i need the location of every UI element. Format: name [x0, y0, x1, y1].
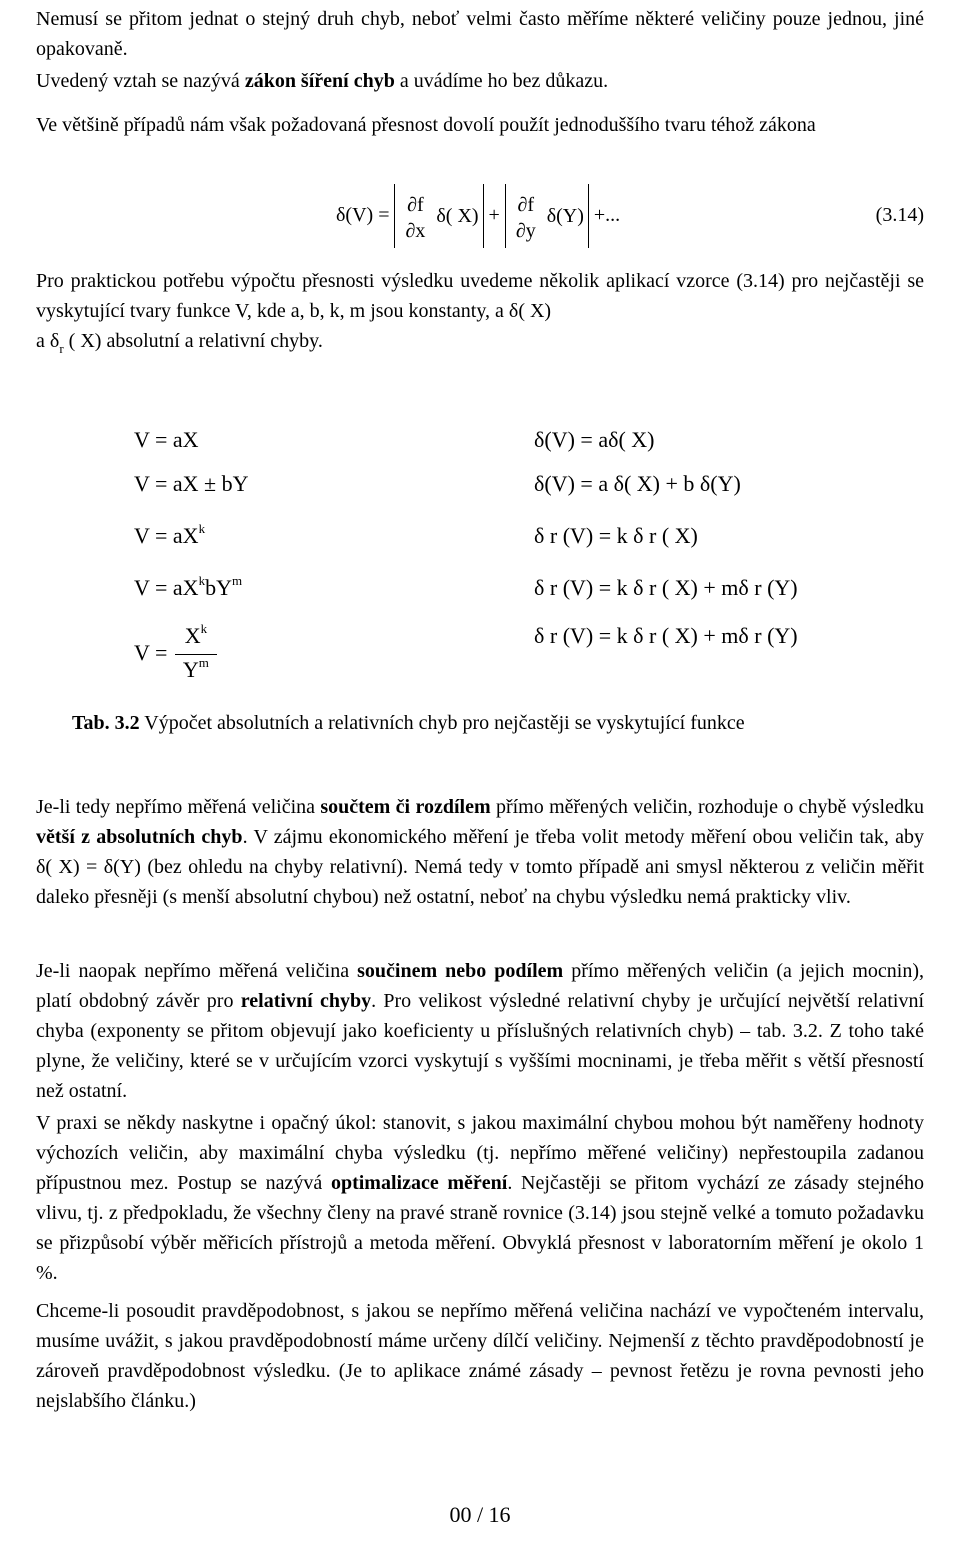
page-number: 00 / 16: [449, 1502, 511, 1527]
delta-x: δ( X): [436, 205, 479, 228]
fraction-numerator: ∂f: [407, 193, 424, 216]
math-inline: δ( X): [508, 300, 552, 322]
math-inline: δ( X) = δ(Y): [36, 856, 141, 878]
fraction-denominator: ∂y: [515, 219, 536, 242]
bold-term: zákon šíření chyb: [244, 70, 395, 92]
formula-left-2: [134, 464, 249, 504]
paragraph-probability: Chceme-li posoudit pravděpodobnost, s jakou se nepřímo měřená veličina nachází ve vypočteném intervalu, musíme uvážit, s jakou pravděpodobností máme určeny dílčí veličiny. Nejmenší z těchto pravděpodobností je zároveň pravděpodobnost výsledku. (Je to aplikace známé zásady – pevnost řetězu je rovna pevnosti jeho nejslabšího článku.): [36, 1300, 924, 1412]
paragraph-intro: Nemusí se přitom jednat o stejný druh chyb, neboť velmi často měříme některé veličiny pouze jednou, jiné opakovaně.: [36, 8, 924, 60]
formula-text: V = aX: [134, 523, 199, 548]
bold-term: součtem či rozdílem: [320, 796, 491, 818]
text-span: přímo měřených veličin (a jejich mocnin), platí obdobný závěr pro: [36, 960, 924, 1012]
formula-right-3: δ r (V) = k δ r ( X): [534, 523, 698, 548]
text-span: Pro praktickou potřebu výpočtu přesnosti výsledku uvedeme několik aplikací vzorce (3.14) pro nejčastěji se vyskytující tvary funkce V, kde a, b, k, m jsou konstanty, a: [36, 270, 924, 322]
formula-text: bY: [205, 575, 232, 600]
formula-text: V =: [134, 640, 168, 665]
bold-term: větší z absolutních chyb: [36, 826, 243, 848]
document-page: [36, 0, 924, 1556]
text-span: absolutní a relativní chyby.: [101, 330, 323, 352]
table-caption: [72, 708, 932, 738]
fraction-numerator: ∂f: [517, 193, 535, 216]
text-span: . V zájmu ekonomického měření je třeba volit metody měření obou veličin tak, aby: [242, 826, 924, 848]
text-span: . Pro velikost výsledné relativní chyby je určující největší relativní chyba (exponenty se přitom objevují jako koeficienty u příslušných relativních chyb) – tab. 3.2. Z toho také plyne, že veličiny, které se v určujícím vzorci vyskytují s vyššími mocninami, je třeba měřit s větší přesností než ostatní.: [36, 990, 925, 1102]
formula-text: V = aX ± bY: [134, 471, 249, 496]
math-arg: ( X): [63, 330, 102, 352]
formula-right-1: δ(V) = aδ( X): [534, 427, 655, 452]
formula-superscript: k: [198, 573, 206, 588]
equation-lhs: δ(V) =: [336, 204, 390, 226]
fraction-denominator: ∂x: [405, 219, 426, 242]
equation-body: [336, 180, 620, 250]
formula-left-5: [134, 620, 219, 686]
formula-text: Y: [182, 657, 199, 683]
bold-term: relativní chyby: [240, 990, 372, 1012]
plus-sign: +: [488, 204, 500, 226]
math-inline: [49, 330, 102, 356]
abs-partial-x: [394, 184, 483, 248]
formula-right-4: δ r (V) = k δ r ( X) + mδ r (Y): [534, 575, 798, 600]
paragraph-applications: [36, 266, 924, 358]
equation-number: (3.14): [875, 204, 924, 226]
formula-left-3: [134, 516, 205, 556]
math-delta: δ: [49, 330, 60, 352]
equation-3-14: [36, 180, 924, 250]
formula-table: [36, 420, 924, 690]
formula-text: X: [184, 623, 201, 649]
fraction-numerator: [175, 621, 217, 655]
caption-label: Tab. 3.2: [72, 712, 140, 734]
equation-tail: +...: [593, 204, 621, 226]
paragraph-product-quotient: [36, 956, 924, 1106]
delta-y: δ(Y): [546, 205, 584, 228]
formula-superscript: k: [198, 521, 206, 536]
text-span: . Nejčastěji se přitom vychází ze zásady stejného vlivu, tj. z předpokladu, že všechny členy na pravé straně rovnice (3.14) jsou stejně velké a tomuto požadavku se přizpůsobí výběr měřicích přístrojů a metoda měření. Obvyklá přesnost v laboratorním měření je okolo 1 %.: [36, 1172, 924, 1284]
text-span: Je-li naopak nepřímo měřená veličina: [36, 960, 358, 982]
formula-right-2: δ(V) = a δ( X) + b δ(Y): [534, 471, 741, 496]
formula-fraction: [175, 621, 217, 688]
paragraph-sum-difference: [36, 792, 924, 912]
text-span: (bez ohledu na chyby relativní). Nemá tedy v tomto případě ani smysl některou z veličin měřit daleko přesněji (s menší absolutní chybou) než ostatní, neboť na chybu výsledku nemá prakticky vliv.: [36, 856, 924, 908]
abs-partial-y: [505, 184, 589, 248]
caption-text: Výpočet absolutních a relativních chyb pro nejčastěji se vyskytující funkce: [139, 712, 745, 734]
text-span: a uvádíme ho bez důkazu.: [394, 70, 609, 92]
fraction-denominator: [175, 655, 217, 688]
paragraph-simplified: Ve většině případů nám však požadovaná přesnost dovolí použít jednoduššího tvaru téhož zákona: [36, 114, 816, 136]
formula-left-1: [134, 420, 199, 460]
partial-fraction-x: [401, 192, 429, 244]
formula-right-5: δ r (V) = k δ r ( X) + mδ r (Y): [534, 623, 798, 648]
formula-superscript: m: [198, 655, 209, 671]
formula-superscript: k: [200, 621, 208, 637]
text-span: V praxi se někdy naskytne i opačný úkol: stanovit, s jakou maximální chybou mohou být naměřeny hodnoty výchozích veličin, aby maximální chyba výsledku (tj. nepřímo měřené veličiny) nepřestoupila zadanou přípustnou mez. Postup se nazývá: [36, 1112, 924, 1194]
text-span: Je-li tedy nepřímo měřená veličina: [36, 796, 321, 818]
formula-left-4: [134, 568, 242, 608]
paragraph-law: [36, 66, 924, 96]
formula-text: V = aX: [134, 575, 199, 600]
bold-term: součinem nebo podílem: [357, 960, 564, 982]
text-span: Uvedený vztah se nazývá: [36, 70, 245, 92]
paragraph-optimization: [36, 1108, 924, 1288]
math-subscript: r: [59, 341, 64, 356]
bold-term: optimalizace měření: [330, 1172, 508, 1194]
text-span: přímo měřených veličin, rozhoduje o chybě výsledku: [490, 796, 924, 818]
partial-fraction-y: [512, 192, 540, 244]
text-span: a: [36, 330, 50, 352]
formula-text: V = aX: [134, 427, 199, 452]
formula-superscript: m: [231, 573, 243, 588]
